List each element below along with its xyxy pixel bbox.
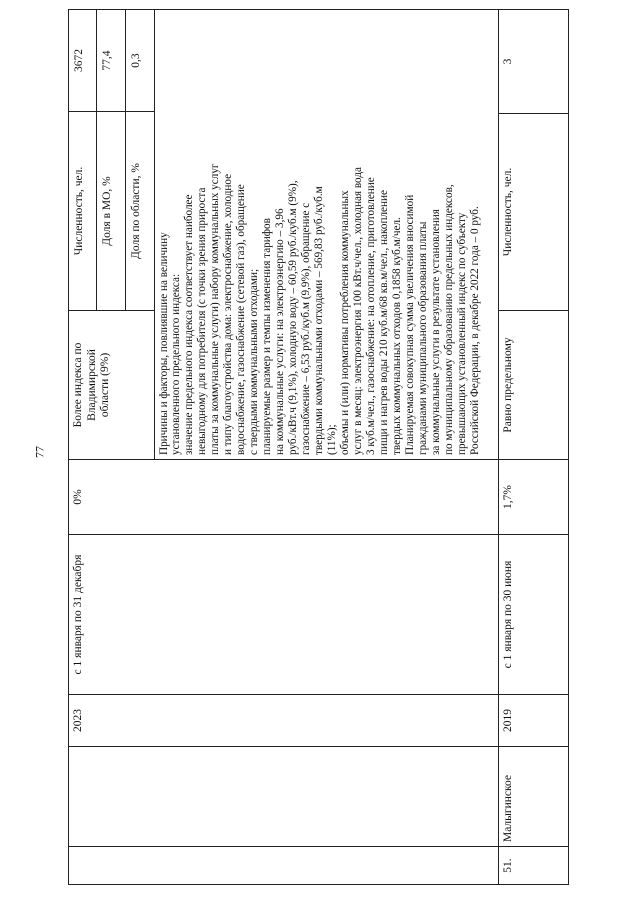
reason-line: пищи и нагрев воды 210 куб.м/68 кв.м/чел., накопление: [378, 190, 391, 455]
table-row-prev: [69, 10, 499, 885]
year-cell: 2023: [69, 695, 499, 747]
municipality-cell: [69, 747, 499, 847]
period-cell: с 1 января по 30 июня: [499, 535, 569, 695]
row-number-cell: 51.: [499, 847, 569, 885]
reason-line: и типу благоустройства дома: электроснабжение, холодное: [222, 173, 235, 455]
reason-line: превышающих установленный индекс по субъекту: [456, 212, 469, 455]
details-cell: [69, 10, 499, 460]
criteria-line: Владимирской: [85, 349, 98, 421]
data-table: [68, 9, 569, 885]
period-cell: с 1 января по 31 декабря: [69, 535, 499, 695]
reason-line: (11%);: [326, 424, 339, 455]
details-subtable: [69, 10, 498, 459]
reason-line: значение предельного индекса соответствует наиболее: [183, 194, 196, 455]
table-row-next: [499, 10, 569, 885]
landscape-table-container: [68, 10, 568, 885]
reason-line: руб./кВт.ч (9,1%), холодную воду – 60,59 руб./куб.м (9%),: [287, 180, 300, 455]
reason-line: невыгодному для потребителя (с точки зрения прироста: [196, 187, 209, 455]
reason-line: по муниципальному образованию предельных индексов,: [443, 184, 456, 455]
details-cell: [499, 10, 569, 460]
reason-line: водоснабжение, газоснабжение (сетевой газ), обращение: [235, 184, 248, 455]
metric-value: 3: [502, 58, 514, 65]
criteria-line: Более индекса по: [72, 342, 84, 428]
metric-value: 77,4: [97, 10, 126, 112]
reason-line: планируемые размер и темпы изменения тарифов: [261, 218, 274, 455]
reason-line: Планируемая совокупная сумма увеличения вносимой: [404, 194, 417, 455]
municipality-cell: Малыгинское: [499, 747, 569, 847]
criteria-line: области (9%): [99, 352, 112, 418]
index-cell: 1,7%: [499, 460, 569, 535]
reason-line: Российской Федерации, в декабре 2022 года – 0 руб.: [469, 206, 482, 455]
metric-label: Доля по области, %: [126, 112, 154, 311]
index-cell: 0%: [69, 460, 499, 535]
reason-line: за коммунальные услуги в результате установления: [430, 209, 443, 455]
reason-line: твердыми коммунальными отходами – 569,83 руб./куб.м: [313, 186, 326, 455]
criteria-cell: Равно предельному: [499, 311, 568, 460]
metric-label: Численность, чел.: [499, 114, 568, 311]
details-subtable: [499, 10, 568, 459]
metric-label: Доля в МО, %: [97, 112, 126, 311]
reason-line: с твердыми коммунальными отходами;: [248, 268, 261, 455]
reason-line: объемы и (или) нормативы потребления коммунальных: [339, 190, 352, 455]
reason-line: газоснабжение – 6,53 руб./куб.м (9,9%), обращение с: [300, 202, 313, 455]
rotated-page: [68, 10, 568, 885]
reason-line: 3 куб.м/чел., газоснабжение: на отопление, приготовление: [365, 177, 378, 455]
row-number-cell: [69, 847, 499, 885]
reasons-cell: [154, 10, 498, 459]
metric-value: 0,3: [130, 53, 143, 68]
metrics-cell: [69, 10, 154, 311]
year-cell: 2019: [499, 695, 569, 747]
reason-line: на коммунальные услуги: на электроэнергию – 3,96: [274, 208, 287, 455]
reason-line: услуг в месяц: электроэнергия 100 кВт.ч/чел., холодная вода: [352, 167, 365, 455]
reason-line: установленного предельного индекса:: [170, 273, 183, 455]
metric-value: 3672: [69, 10, 97, 112]
metric-label: Численность, чел.: [69, 112, 97, 311]
reason-line: твердых коммунальных отходов 0,1858 куб.м/чел.: [391, 217, 404, 455]
metrics-table: [69, 10, 154, 310]
reason-line: гражданами муниципального образования платы: [417, 221, 430, 455]
criteria-cell: [69, 311, 154, 460]
reason-line: платы за коммунальные услуги) набору коммунальных услуг: [209, 163, 222, 455]
reason-line: Причины и факторы, повлиявшие на величину: [157, 232, 170, 455]
page-number-text: 77: [32, 446, 47, 458]
